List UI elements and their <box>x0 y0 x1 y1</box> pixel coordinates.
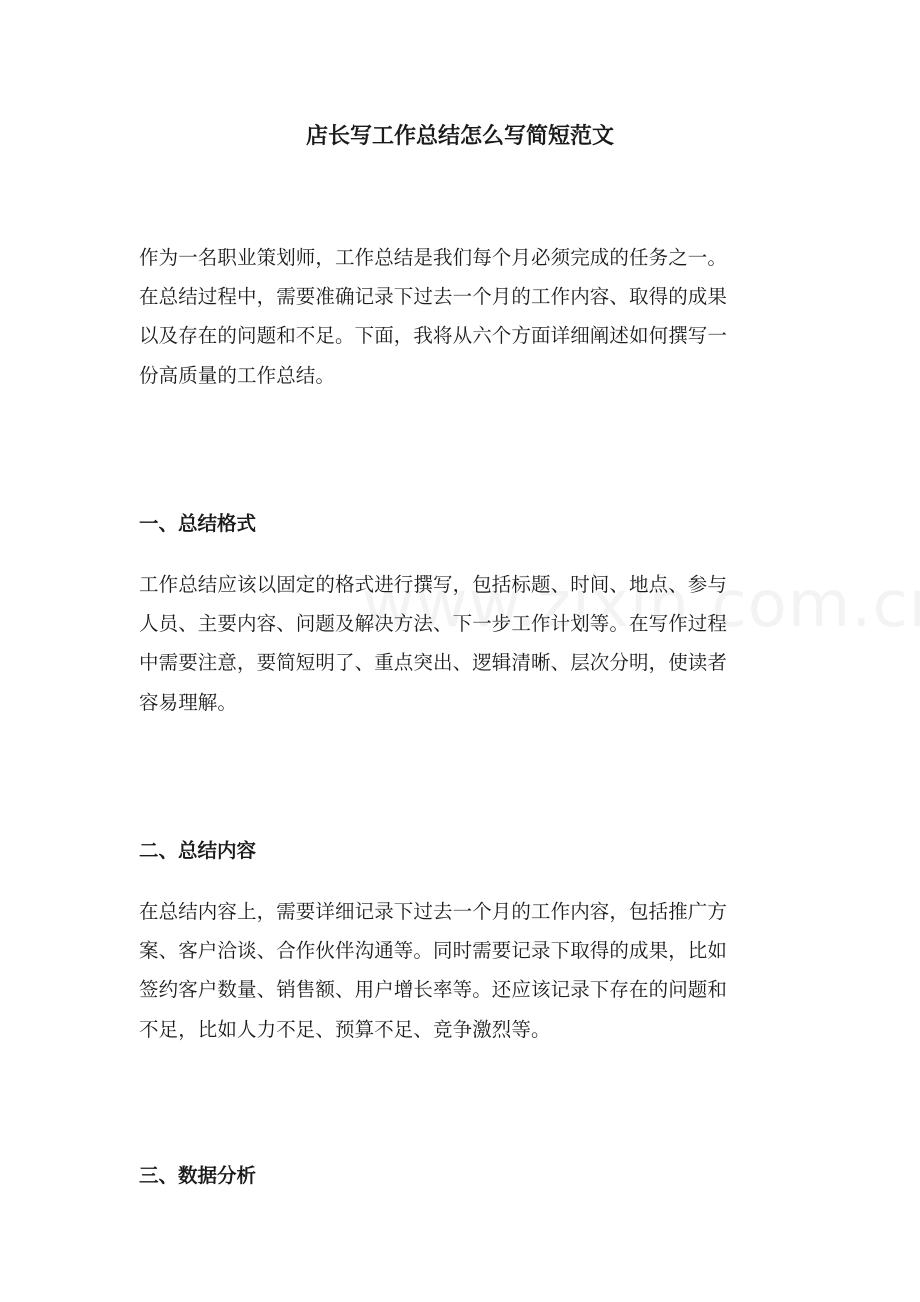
paragraph-line: 份高质量的工作总结。 <box>139 363 336 387</box>
paragraph-line: 签约客户数量、销售额、用户增长率等。还应该记录下存在的问题和 <box>139 978 728 1002</box>
paragraph-line: 作为一名职业策划师，工作总结是我们每个月必须完成的任务之一。 <box>139 246 728 269</box>
paragraph-line: 工作总结应该以固定的格式进行撰写，包括标题、时间、地点、参与 <box>139 573 728 596</box>
paragraph-line: 在总结内容上，需要详细记录下过去一个月的工作内容，包括推广方 <box>139 900 728 923</box>
intro-paragraph <box>139 238 799 395</box>
section-heading-format: 一、总结格式 <box>139 512 257 535</box>
section-heading-data-analysis: 三、数据分析 <box>139 1164 257 1187</box>
section-format-paragraph <box>139 565 799 722</box>
paragraph-line: 以及存在的问题和不足。下面，我将从六个方面详细阐述如何撰写一 <box>139 324 728 348</box>
section-content-paragraph <box>139 892 799 1049</box>
paragraph-line: 案、客户洽谈、合作伙伴沟通等。同时需要记录下取得的成果，比如 <box>139 939 728 963</box>
paragraph-line: 容易理解。 <box>139 690 238 714</box>
paragraph-line: 中需要注意，要简短明了、重点突出、逻辑清晰、层次分明，使读者 <box>139 651 728 675</box>
paragraph-line: 人员、主要内容、问题及解决方法、下一步工作计划等。在写作过程 <box>139 612 728 636</box>
paragraph-line: 不足，比如人力不足、预算不足、竞争激烈等。 <box>139 1017 551 1041</box>
document-title: 店长写工作总结怎么写简短范文 <box>305 123 614 149</box>
section-heading-content: 二、总结内容 <box>139 839 257 862</box>
paragraph-line: 在总结过程中，需要准确记录下过去一个月的工作内容、取得的成果 <box>139 285 728 309</box>
